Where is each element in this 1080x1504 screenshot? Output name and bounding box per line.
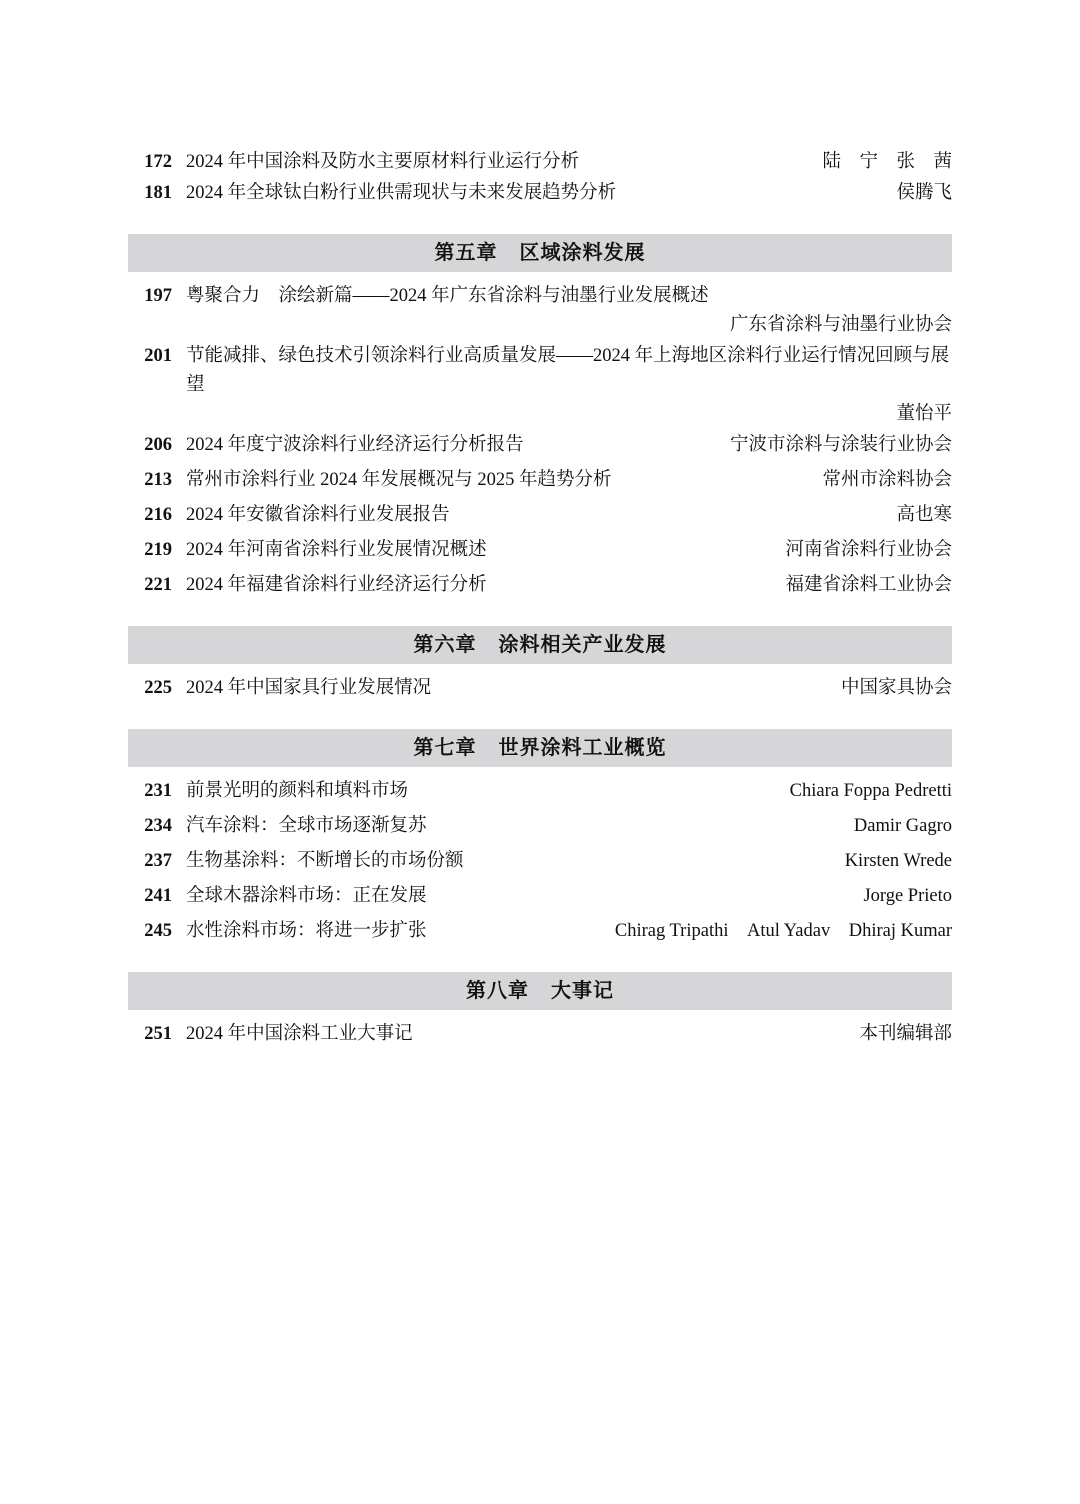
chapter-heading-8 [128, 972, 952, 1010]
toc-entry-body [172, 1020, 952, 1049]
toc-entry-authors: Chiara Foppa Pedretti [789, 781, 952, 801]
toc-entry-authors: 常州市涂料协会 [822, 470, 952, 490]
toc-entry-title[interactable]: 节能减排、绿色技术引领涂料行业高质量发展——2024 年上海地区涂料行业运行情况回顾与展望 [186, 346, 950, 395]
toc-page-number[interactable]: 172 [144, 152, 172, 172]
toc-entry-authors: 陆 宁 张 茜 [822, 152, 952, 172]
toc-page-number[interactable]: 206 [144, 435, 172, 455]
toc-entry-title[interactable]: 生物基涂料：不断增长的市场份额 [186, 851, 464, 871]
chapter-number: 第六章 [413, 634, 477, 656]
toc-entry-authors: 本刊编辑部 [859, 1024, 952, 1044]
chapter-number: 第八章 [466, 980, 529, 1002]
toc-entry-title[interactable]: 2024 年全球钛白粉行业供需现状与未来发展趋势分析 [186, 183, 617, 203]
toc-entry[interactable] [128, 1020, 952, 1049]
chapter-heading-6 [128, 626, 952, 664]
toc-entry-body [172, 917, 952, 946]
toc-entry-authors: 侯腾飞 [896, 183, 952, 203]
toc-page-number[interactable]: 241 [144, 886, 172, 906]
toc-entry[interactable] [128, 466, 952, 495]
toc-entry[interactable] [128, 882, 952, 911]
toc-page-number[interactable]: 237 [144, 851, 172, 871]
toc-entry-title[interactable]: 2024 年中国家具行业发展情况 [186, 678, 432, 698]
toc-entry-body [172, 847, 952, 876]
toc-entry-authors: 宁波市涂料与涂装行业协会 [729, 435, 952, 455]
toc-entry-title[interactable]: 水性涂料市场：将进一步扩张 [186, 921, 427, 941]
chapter-title: 区域涂料发展 [519, 242, 646, 264]
toc-entry-title[interactable]: 2024 年度宁波涂料行业经济运行分析报告 [186, 435, 524, 455]
toc-entry-title[interactable]: 2024 年中国涂料及防水主要原材料行业运行分析 [186, 152, 580, 172]
toc-page-number[interactable]: 234 [144, 816, 172, 836]
chapter-number: 第五章 [434, 242, 498, 264]
toc-entry-title[interactable]: 2024 年中国涂料工业大事记 [186, 1024, 413, 1044]
toc-page-number[interactable]: 245 [144, 921, 172, 941]
toc-entry-body [172, 431, 952, 460]
toc-entry[interactable] [128, 536, 952, 565]
toc-entry[interactable] [128, 342, 952, 429]
toc-page-number[interactable]: 181 [144, 183, 172, 203]
toc-entry[interactable] [128, 571, 952, 600]
toc-page-number[interactable]: 201 [144, 346, 172, 366]
toc-entry-authors: 高也寒 [896, 505, 952, 525]
toc-entry-title[interactable]: 汽车涂料：全球市场逐渐复苏 [186, 816, 427, 836]
toc-entry-authors: 河南省涂料行业协会 [785, 540, 952, 560]
toc-page-number[interactable]: 221 [144, 575, 172, 595]
toc-entry-title[interactable]: 常州市涂料行业 2024 年发展概况与 2025 年趋势分析 [186, 470, 612, 490]
toc-entry-body [172, 148, 952, 177]
toc-entry-body [172, 571, 952, 600]
chapter-heading-7 [128, 729, 952, 767]
toc-entry-title[interactable]: 2024 年安徽省涂料行业发展报告 [186, 505, 450, 525]
toc-content [128, 148, 952, 1055]
toc-entry-body [172, 536, 952, 565]
toc-entry[interactable] [128, 674, 952, 703]
toc-entry-authors: 广东省涂料与油墨行业协会 [729, 315, 952, 335]
chapter-heading-5 [128, 234, 952, 272]
toc-entry[interactable] [128, 777, 952, 806]
toc-entry-authors: Kirsten Wrede [844, 851, 952, 871]
toc-page-number[interactable]: 213 [144, 470, 172, 490]
chapter-title: 涂料相关产业发展 [498, 634, 667, 656]
toc-entry[interactable] [128, 179, 952, 208]
toc-entry[interactable] [128, 148, 952, 177]
toc-page-number[interactable]: 251 [144, 1024, 172, 1044]
toc-entry-authors: Jorge Prieto [863, 886, 952, 906]
toc-entry-authors: 福建省涂料工业协会 [785, 575, 952, 595]
chapter-title: 世界涂料工业概览 [498, 737, 667, 759]
toc-page-number[interactable]: 225 [144, 678, 172, 698]
toc-page-number[interactable]: 197 [144, 286, 172, 306]
toc-entry-title[interactable]: 粤聚合力 涂绘新篇——2024 年广东省涂料与油墨行业发展概述 [186, 286, 709, 306]
chapter-title: 大事记 [551, 980, 614, 1002]
toc-page-number[interactable]: 216 [144, 505, 172, 525]
toc-entry-body [172, 282, 952, 340]
chapter-number: 第七章 [413, 737, 477, 759]
toc-entry-body [172, 342, 952, 429]
toc-entry-body [172, 777, 952, 806]
toc-entry-body [172, 882, 952, 911]
toc-entry[interactable] [128, 917, 952, 946]
toc-entry[interactable] [128, 501, 952, 530]
toc-entry-title[interactable]: 全球木器涂料市场：正在发展 [186, 886, 427, 906]
toc-entry[interactable] [128, 812, 952, 841]
toc-entry[interactable] [128, 431, 952, 460]
toc-entry-body [172, 812, 952, 841]
toc-entry[interactable] [128, 847, 952, 876]
toc-page-number[interactable]: 231 [144, 781, 172, 801]
toc-entry[interactable] [128, 282, 952, 340]
toc-entry-body [172, 179, 952, 208]
toc-entry-authors: 董怡平 [896, 404, 952, 424]
toc-entry-body [172, 674, 952, 703]
toc-entry-title[interactable]: 2024 年河南省涂料行业发展情况概述 [186, 540, 487, 560]
toc-entry-body [172, 466, 952, 495]
toc-entry-title[interactable]: 2024 年福建省涂料行业经济运行分析 [186, 575, 487, 595]
toc-page-number[interactable]: 219 [144, 540, 172, 560]
toc-entry-authors: Chirag Tripathi Atul Yadav Dhiraj Kumar [614, 921, 952, 941]
toc-entry-title[interactable]: 前景光明的颜料和填料市场 [186, 781, 409, 801]
toc-entry-authors: 中国家具协会 [840, 678, 952, 698]
toc-entry-body [172, 501, 952, 530]
toc-entry-authors: Damir Gagro [853, 816, 952, 836]
